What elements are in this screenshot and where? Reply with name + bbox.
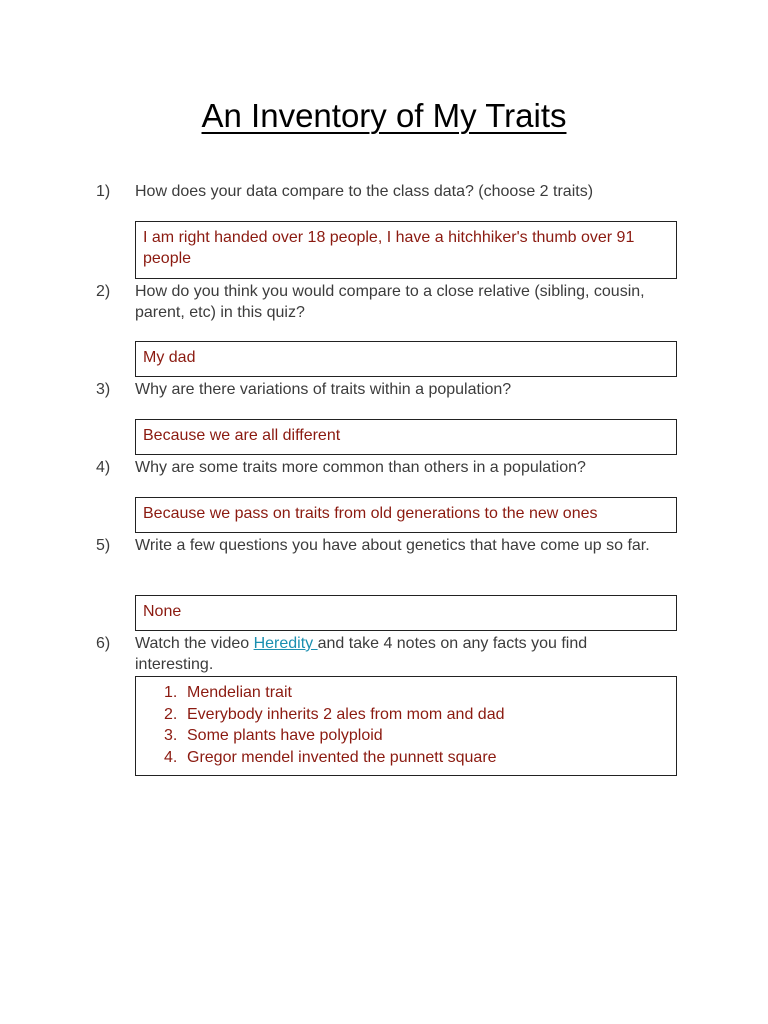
note-text: Mendelian trait [187, 684, 292, 701]
question-number: 3) [96, 381, 111, 398]
question-number: 1) [96, 183, 111, 200]
list-item [143, 725, 669, 747]
question-number: 4) [96, 459, 111, 476]
question-text [135, 633, 655, 675]
question-number: 2) [96, 283, 111, 300]
list-item [143, 704, 669, 726]
question-number: 6) [96, 635, 111, 652]
note-number: 3. [164, 727, 178, 744]
list-item [143, 682, 669, 704]
question-number: 5) [96, 537, 111, 554]
answer-box-3[interactable]: Because we are all different [135, 419, 677, 455]
answer-box-2[interactable]: My dad [135, 341, 677, 377]
question-text: Why are some traits more common than others in a population? [135, 459, 586, 476]
note-number: 2. [164, 705, 178, 723]
question-text: How does your data compare to the class data? (choose 2 traits) [135, 183, 594, 200]
question-text-start: Watch the video [135, 635, 254, 652]
answer-box-6[interactable] [135, 676, 677, 776]
note-text: Gregor mendel invented the punnett square [187, 748, 497, 766]
question-text: Write a few questions you have about genetics that have come up so far. [135, 537, 650, 554]
question-text: How do you think you would compare to a close relative (sibling, cousin, parent, etc) in this quiz? [135, 283, 645, 321]
note-text: Some plants have polyploid [187, 727, 383, 744]
page-title: An Inventory of My Traits [201, 97, 567, 134]
heredity-video-link[interactable]: Heredity [253, 635, 318, 652]
question-text-end: and take 4 notes on any facts you find interesting. [135, 635, 588, 673]
answer-box-1[interactable]: I am right handed over 18 people, I have a hitchhiker's thumb over 91 people [135, 221, 677, 279]
note-number: 4. [164, 748, 178, 766]
answer-box-5[interactable]: None [135, 595, 677, 631]
list-item [143, 747, 669, 769]
note-text: Everybody inherits 2 ales from mom and dad [187, 705, 505, 723]
note-number: 1. [164, 684, 178, 701]
question-text: Why are there variations of traits within a population? [135, 381, 512, 398]
answer-box-4[interactable]: Because we pass on traits from old generations to the new ones [135, 497, 677, 533]
notes-list [143, 682, 669, 768]
